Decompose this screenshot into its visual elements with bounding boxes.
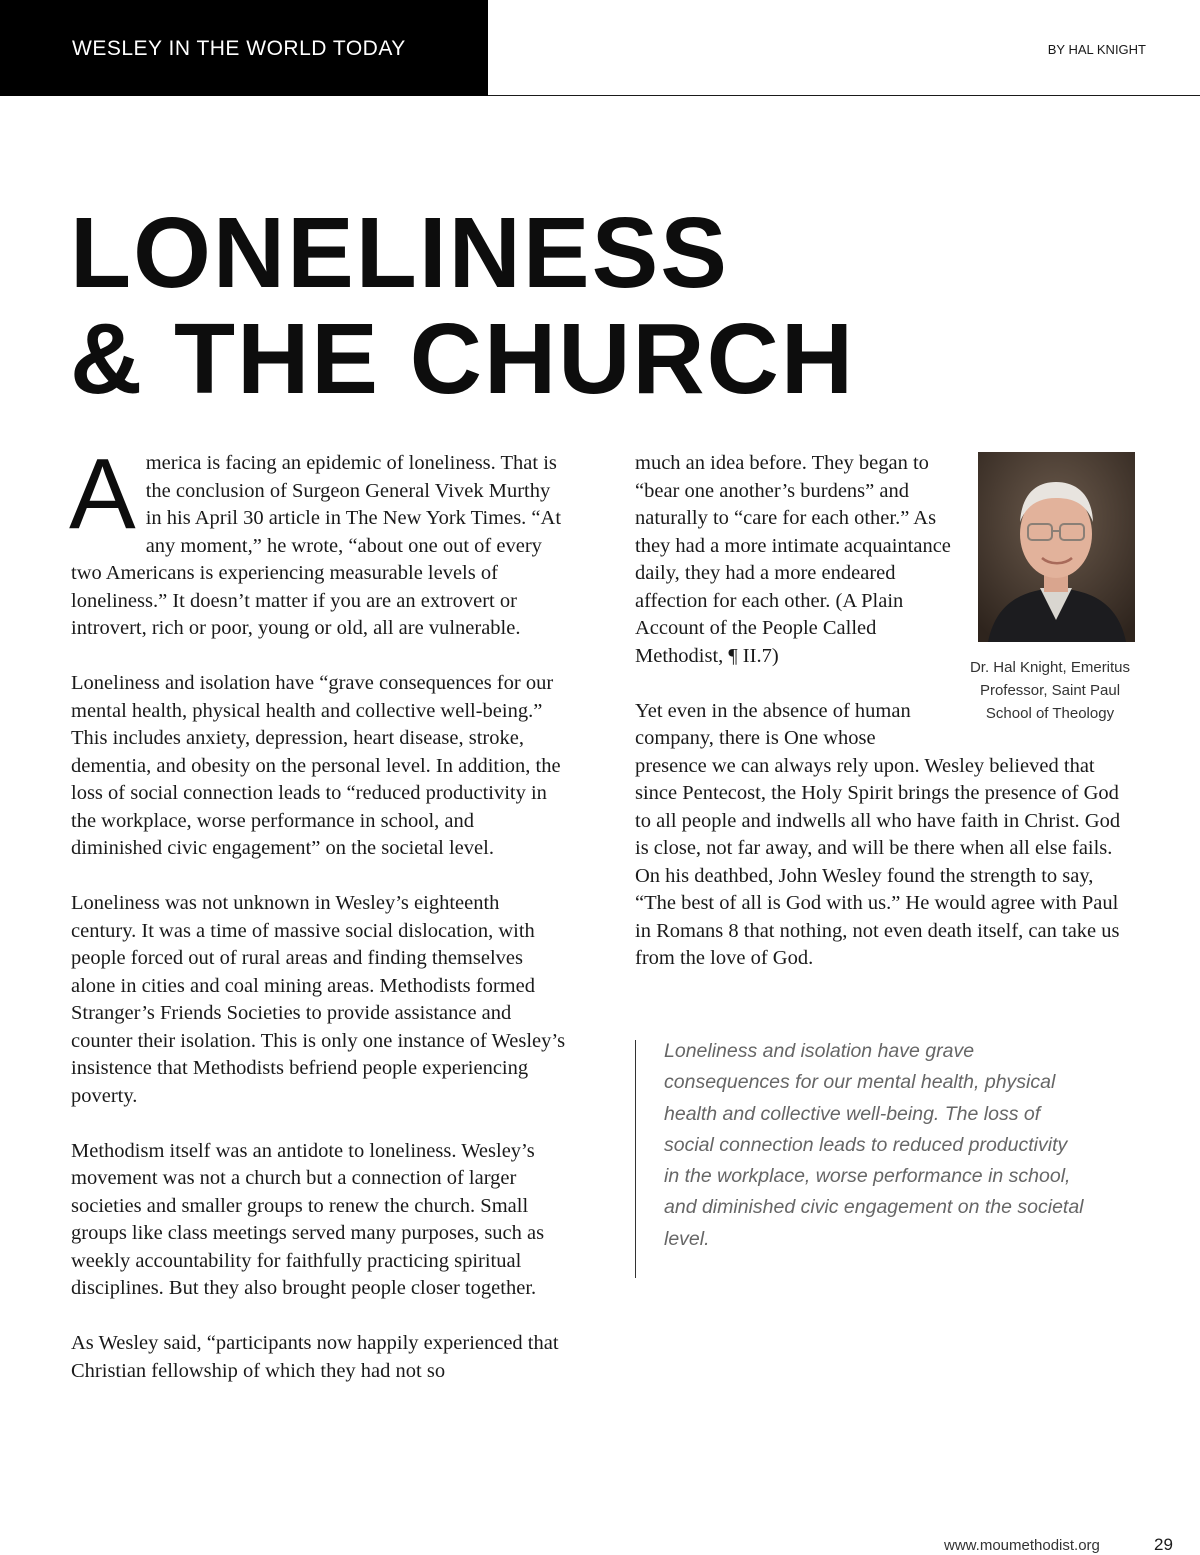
pull-quote bbox=[635, 1040, 1085, 1278]
article-title bbox=[70, 197, 1070, 415]
right-paragraph-1: much an idea before. They began to “bear one another’s burdens” and naturally to “care for each other.” As they had a more intimate acquaintance daily, they had a more endeared affection for each other. (A Plain Account of the People Called Methodist, ¶ II.7) bbox=[635, 452, 951, 667]
title-line-2: & THE CHURCH bbox=[70, 303, 856, 415]
drop-cap: A bbox=[69, 438, 136, 550]
right-paragraph-2: Yet even in the absence of human company, there is One whose presence we can always rely upon. Wesley believed that since Pentecost, the Holy Spirit brings the presence of God to all people and indwells all who have faith in Christ. God is close, not far away, and will be there when all else fails. On his deathbed, John Wesley found the strength to say, “The best of all is God with us.” He would agree with Paul in Romans 8 that nothing, not even death itself, can take us from the love of God. bbox=[635, 699, 1121, 969]
author-photo-figure bbox=[965, 452, 1135, 725]
pull-quote-text: Loneliness and isolation have grave consequences for our mental health, physical health and collective well-being. The loss of social connection leads to reduced productivity in the workplace, worse performance in school, and diminished civic engagement on the societal level. bbox=[664, 1040, 1084, 1250]
paragraph-4: Methodism itself was an antidote to loneliness. Wesley’s movement was not a church but a connection of larger societies and smaller groups to renew the church. Small groups like class meetings served many purposes, such as weekly accountability for faithfully practicing spiritual disciplines. But they also brought people closer together. bbox=[71, 1139, 545, 1299]
footer-website: www.moumethodist.org bbox=[944, 1537, 1100, 1554]
paragraph-3: Loneliness was not unknown in Wesley’s eighteenth century. It was a time of massive social dislocation, with people forced out of rural areas and finding themselves alone in cities and coal mining areas. Methodists formed Stranger’s Friends Societies to provide assistance and counter their isolation. This is only one instance of Wesley’s insistence that Methodists befriend people experiencing poverty. bbox=[71, 892, 566, 1107]
right-column bbox=[635, 450, 1131, 1000]
paragraph-2: Loneliness and isolation have “grave consequences for our mental health, physical health and collective well-being.” This includes anxiety, depression, heart disease, stroke, dementia, and obesity on the personal level. In addition, the loss of social connection leads to “reduced productivity in the workplace, worse performance in school, and diminished civic engagement” on the societal level. bbox=[71, 672, 561, 859]
left-column bbox=[69, 438, 566, 1413]
section-label: WESLEY IN THE WORLD TODAY bbox=[72, 37, 406, 60]
byline: BY HAL KNIGHT bbox=[1047, 42, 1146, 57]
title-line-1: LONELINESS bbox=[70, 197, 729, 309]
paragraph-1 bbox=[69, 438, 566, 643]
author-photo bbox=[978, 452, 1135, 642]
paragraph-5: As Wesley said, “participants now happily experienced that Christian fellowship of which they had not so bbox=[71, 1332, 559, 1382]
header-rule bbox=[488, 95, 1200, 96]
page-number: 29 bbox=[1154, 1535, 1173, 1554]
photo-caption: Dr. Hal Knight, Emeritus Professor, Saint Paul School of Theology bbox=[969, 659, 1131, 722]
paragraph-1-text: merica is facing an epidemic of loneliness. That is the conclusion of Surgeon General Vivek Murthy in his April 30 article in The New York Times. “At any moment,” he wrote, “about one out of every two Americans is experiencing measurable levels of loneliness.” It doesn’t matter if you are an extrovert or introvert, rich or poor, young or old, all are vulnerable. bbox=[71, 452, 562, 639]
